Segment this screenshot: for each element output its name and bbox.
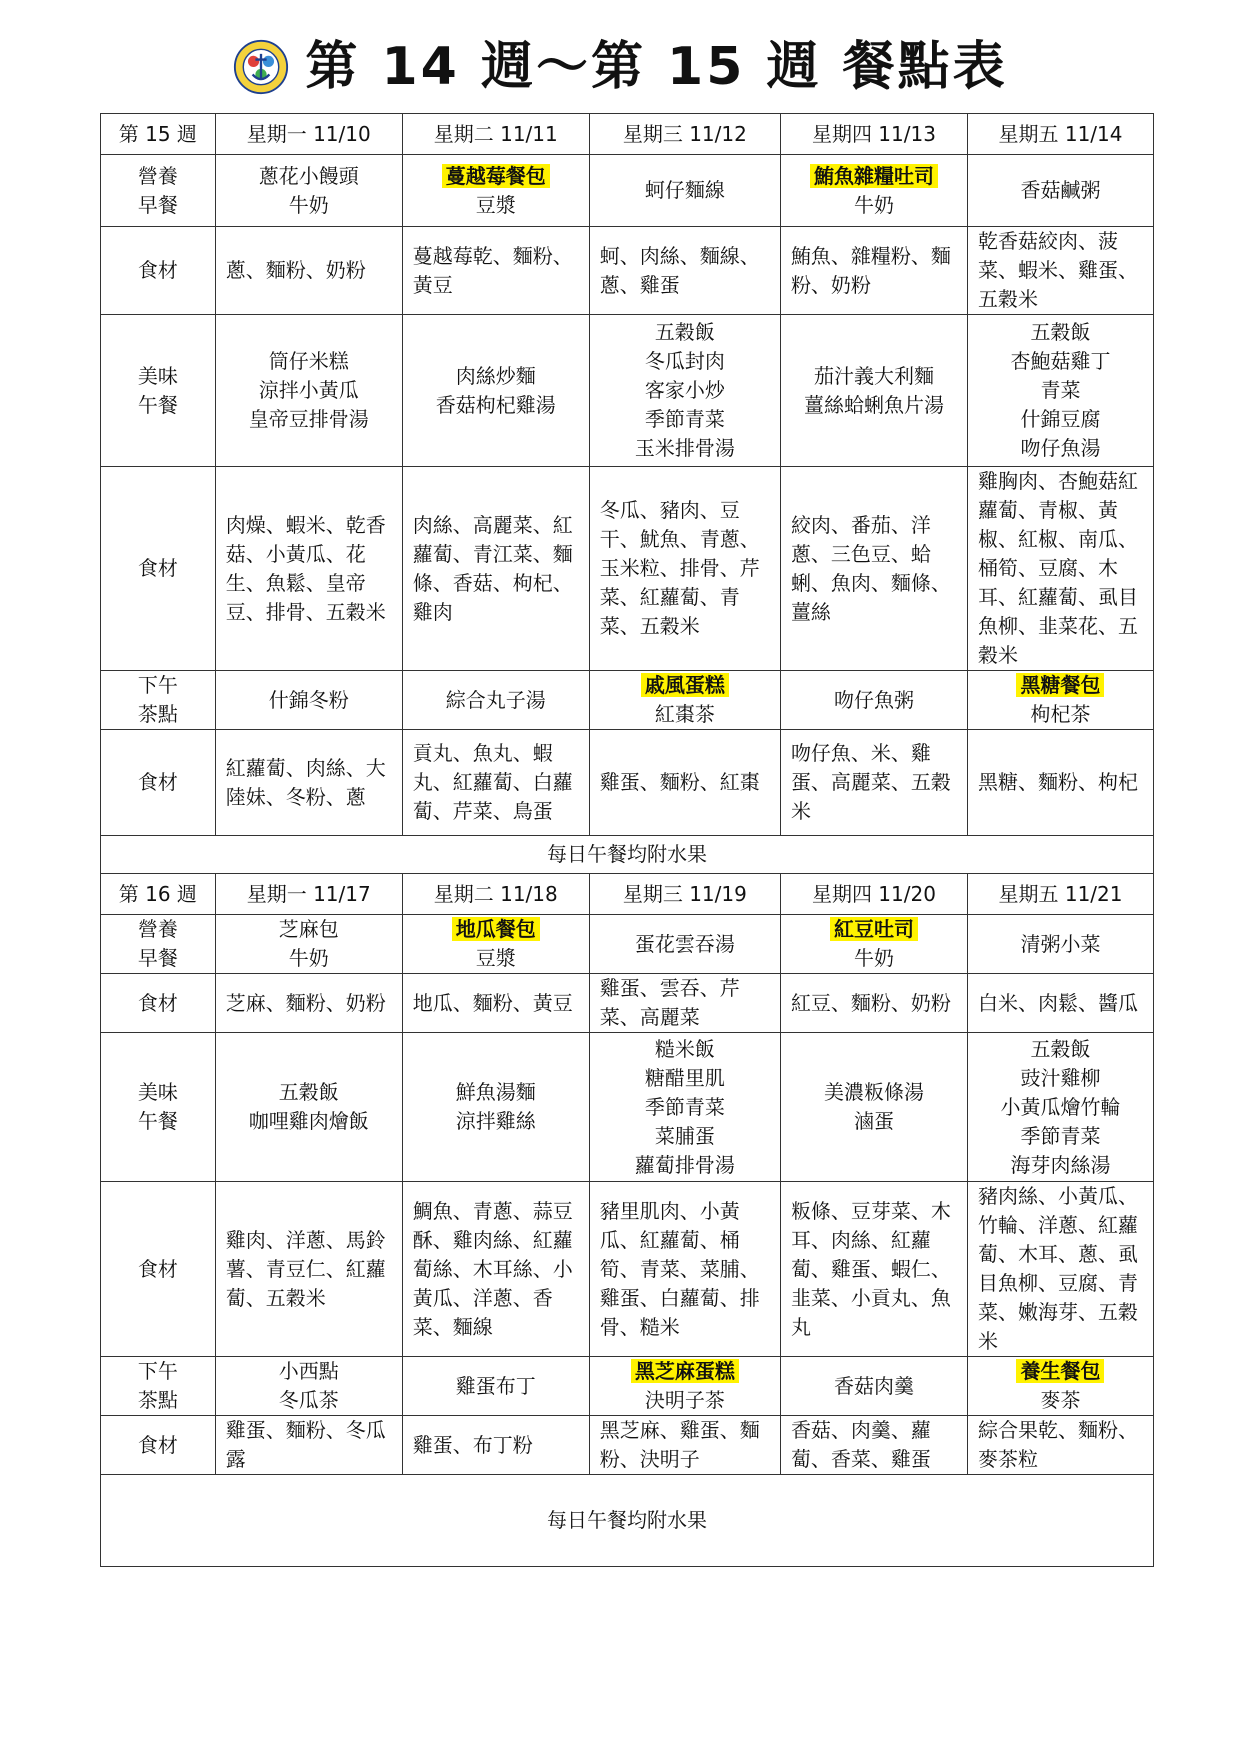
lunch-dish: 海芽肉絲湯 xyxy=(1010,1152,1111,1177)
lunch-row-label xyxy=(101,315,216,467)
meal-text: 綜合丸子湯 xyxy=(445,687,546,712)
meal-text: 什錦冬粉 xyxy=(268,687,349,712)
meal-drink xyxy=(976,1386,1145,1415)
meal-cell xyxy=(589,155,780,227)
meal-item xyxy=(976,176,1145,205)
ingredients-cell: 雞胸肉、杏鮑菇紅蘿蔔、青椒、黃椒、紅椒、南瓜、桶筍、豆腐、木耳、紅蘿蔔、虱目魚柳、韭菜花、五穀米 xyxy=(967,467,1153,671)
lunch-cell xyxy=(967,315,1153,467)
ingredients-cell: 豬肉絲、小黃瓜、竹輪、洋蔥、紅蘿蔔、木耳、蔥、虱目魚柳、豆腐、青菜、嫩海芽、五穀米 xyxy=(967,1182,1153,1357)
lunch-dish: 季節青菜 xyxy=(644,1094,725,1119)
meal-text: 枸杞茶 xyxy=(1030,702,1091,726)
ingredients-label: 食材 xyxy=(101,227,216,315)
meal-text: 麥茶 xyxy=(1040,1388,1081,1412)
fruit-note-row xyxy=(101,836,1154,874)
row-label-line: 營養 xyxy=(137,917,178,941)
lunch-dish: 季節青菜 xyxy=(1020,1123,1101,1148)
ingredients-cell: 地瓜、麵粉、黃豆 xyxy=(402,974,589,1033)
lunch-dish: 什錦豆腐 xyxy=(1020,407,1101,431)
day-header: 星期一 11/10 xyxy=(215,114,402,155)
snack-row-label xyxy=(101,671,216,730)
ingredients-cell: 吻仔魚、米、雞蛋、高麗菜、五穀米 xyxy=(780,730,967,836)
ingredients-label: 食材 xyxy=(101,1182,216,1357)
day-header: 星期二 11/11 xyxy=(402,114,589,155)
lunch-dish: 肉絲炒麵 xyxy=(455,363,536,388)
meal-item xyxy=(224,915,394,944)
snack-row xyxy=(101,1357,1154,1416)
meal-text: 雞蛋布丁 xyxy=(455,1373,536,1398)
week-header-row xyxy=(101,874,1154,915)
lunch-dish: 涼拌雞絲 xyxy=(455,1109,536,1133)
meal-item xyxy=(411,1372,581,1401)
meal-item xyxy=(224,686,394,715)
meal-item xyxy=(598,1357,772,1386)
meal-cell xyxy=(402,1357,589,1416)
meal-text: 清粥小菜 xyxy=(1020,931,1101,956)
ingredients-label: 食材 xyxy=(101,730,216,836)
row-label-line: 美味 xyxy=(137,363,178,388)
row-label-line: 下午 xyxy=(137,673,178,697)
breakfast-row-label xyxy=(101,915,216,974)
ingredients-cell: 絞肉、番茄、洋蔥、三色豆、蛤蜊、魚肉、麵條、薑絲 xyxy=(780,467,967,671)
row-label-line: 午餐 xyxy=(137,392,178,417)
meal-drink xyxy=(411,191,581,220)
meal-text: 豆漿 xyxy=(475,192,516,217)
breakfast-ingredients-row xyxy=(101,227,1154,315)
ingredients-cell: 綜合果乾、麵粉、麥茶粒 xyxy=(967,1416,1153,1475)
ingredients-cell: 芝麻、麵粉、奶粉 xyxy=(215,974,402,1033)
lunch-dish: 五穀飯 xyxy=(1030,1036,1091,1061)
ingredients-cell: 香菇、肉羹、蘿蔔、香菜、雞蛋 xyxy=(780,1416,967,1475)
snack-row-label xyxy=(101,1357,216,1416)
meal-cell xyxy=(780,1357,967,1416)
breakfast-row xyxy=(101,915,1154,974)
meal-item xyxy=(789,915,959,944)
meal-text: 蔓越莓餐包 xyxy=(442,164,550,188)
row-label-line: 早餐 xyxy=(137,946,178,970)
meal-item xyxy=(976,671,1145,700)
meal-drink xyxy=(224,191,394,220)
day-header: 星期三 11/12 xyxy=(589,114,780,155)
lunch-dish: 青菜 xyxy=(1040,378,1081,402)
meal-drink xyxy=(976,700,1145,729)
lunch-cell xyxy=(215,315,402,467)
fruit-note: 每日午餐均附水果 xyxy=(101,836,1154,874)
row-label-line: 美味 xyxy=(137,1080,178,1104)
meal-drink xyxy=(224,1386,394,1415)
lunch-row xyxy=(101,315,1154,467)
ingredients-label: 食材 xyxy=(101,974,216,1033)
meal-item xyxy=(976,1357,1145,1386)
lunch-dish: 滷蛋 xyxy=(853,1109,894,1133)
ingredients-cell: 鯛魚、青蔥、蒜豆酥、雞肉絲、紅蘿蔔絲、木耳絲、小黃瓜、洋蔥、香菜、麵線 xyxy=(402,1182,589,1357)
page-header xyxy=(0,18,1241,116)
ingredients-cell: 豬里肌肉、小黃瓜、紅蘿蔔、桶筍、青菜、菜脯、雞蛋、白蘿蔔、排骨、糙米 xyxy=(589,1182,780,1357)
meal-text: 黑糖餐包 xyxy=(1016,673,1104,697)
meal-item xyxy=(789,1372,959,1401)
lunch-dish: 筒仔米糕 xyxy=(268,349,349,373)
lunch-dish: 鮮魚湯麵 xyxy=(455,1080,536,1104)
ingredients-cell: 雞蛋、麵粉、紅棗 xyxy=(589,730,780,836)
lunch-dish: 季節青菜 xyxy=(644,407,725,431)
day-header: 星期四 11/13 xyxy=(780,114,967,155)
meal-cell xyxy=(780,671,967,730)
meal-text: 決明子茶 xyxy=(644,1388,725,1412)
lunch-cell xyxy=(215,1033,402,1182)
day-header: 星期五 11/21 xyxy=(967,874,1153,915)
page-title: 第 14 週～第 15 週 餐點表 xyxy=(305,37,1008,97)
breakfast-row-label xyxy=(101,155,216,227)
ingredients-cell: 蔓越莓乾、麵粉、黃豆 xyxy=(402,227,589,315)
ingredients-cell: 貢丸、魚丸、蝦丸、紅蘿蔔、白蘿蔔、芹菜、鳥蛋 xyxy=(402,730,589,836)
lunch-dish: 五穀飯 xyxy=(1030,320,1091,344)
ingredients-cell: 黑芝麻、雞蛋、麵粉、決明子 xyxy=(589,1416,780,1475)
lunch-dish: 薑絲蛤蜊魚片湯 xyxy=(803,392,944,417)
meal-cell xyxy=(780,155,967,227)
snack-ingredients-row xyxy=(101,730,1154,836)
ingredients-cell: 肉燥、蝦米、乾香菇、小黃瓜、花生、魚鬆、皇帝豆、排骨、五穀米 xyxy=(215,467,402,671)
meal-text: 豆漿 xyxy=(475,946,516,970)
meal-item xyxy=(598,930,772,959)
ingredients-cell: 鮪魚、雜糧粉、麵粉、奶粉 xyxy=(780,227,967,315)
meal-text: 牛奶 xyxy=(853,946,894,970)
ingredients-cell: 肉絲、高麗菜、紅蘿蔔、青江菜、麵條、香菇、枸杞、雞肉 xyxy=(402,467,589,671)
ingredients-cell: 蔥、麵粉、奶粉 xyxy=(215,227,402,315)
lunch-row xyxy=(101,1033,1154,1182)
ingredients-cell: 粄條、豆芽菜、木耳、肉絲、紅蘿蔔、雞蛋、蝦仁、韭菜、小貢丸、魚丸 xyxy=(780,1182,967,1357)
meal-drink xyxy=(598,1386,772,1415)
lunch-dish: 五穀飯 xyxy=(654,320,715,344)
ingredients-cell: 雞肉、洋蔥、馬鈴薯、青豆仁、紅蘿蔔、五穀米 xyxy=(215,1182,402,1357)
meal-cell xyxy=(780,915,967,974)
ingredients-cell: 黑糖、麵粉、枸杞 xyxy=(967,730,1153,836)
meal-drink xyxy=(789,191,959,220)
row-label-line: 下午 xyxy=(137,1359,178,1383)
meal-text: 紅棗茶 xyxy=(654,702,715,726)
meal-text: 牛奶 xyxy=(853,192,894,217)
meal-item xyxy=(976,930,1145,959)
row-label-line: 午餐 xyxy=(137,1109,178,1133)
meal-text: 蚵仔麵線 xyxy=(644,178,725,202)
lunch-cell xyxy=(589,315,780,467)
lunch-dish: 香菇枸杞雞湯 xyxy=(435,392,556,417)
row-label-line: 茶點 xyxy=(137,1388,178,1412)
breakfast-row xyxy=(101,155,1154,227)
ingredients-cell: 雞蛋、雲吞、芹菜、高麗菜 xyxy=(589,974,780,1033)
meal-cell xyxy=(967,915,1153,974)
ingredients-cell: 雞蛋、布丁粉 xyxy=(402,1416,589,1475)
meal-item xyxy=(598,176,772,205)
meal-cell xyxy=(402,671,589,730)
lunch-dish: 杏鮑菇雞丁 xyxy=(1010,349,1111,373)
lunch-dish: 涼拌小黃瓜 xyxy=(258,378,359,402)
meal-cell xyxy=(967,1357,1153,1416)
meal-text: 養生餐包 xyxy=(1016,1359,1104,1383)
lunch-dish: 美濃粄條湯 xyxy=(823,1080,924,1104)
row-label-line: 營養 xyxy=(137,163,178,188)
meal-text: 冬瓜茶 xyxy=(278,1388,339,1412)
meal-text: 牛奶 xyxy=(288,192,329,217)
ingredients-cell: 紅豆、麵粉、奶粉 xyxy=(780,974,967,1033)
meal-text: 戚風蛋糕 xyxy=(641,673,729,697)
meal-cell xyxy=(589,915,780,974)
ingredients-label: 食材 xyxy=(101,467,216,671)
week-label: 第 15 週 xyxy=(101,114,216,155)
lunch-cell xyxy=(780,315,967,467)
lunch-dish: 吻仔魚湯 xyxy=(1020,436,1101,460)
meal-item xyxy=(411,686,581,715)
meal-cell xyxy=(967,671,1153,730)
meal-text: 地瓜餐包 xyxy=(452,917,540,941)
breakfast-ingredients-row xyxy=(101,974,1154,1033)
lunch-dish: 客家小炒 xyxy=(644,378,725,402)
meal-item xyxy=(411,915,581,944)
ingredients-cell: 乾香菇絞肉、菠菜、蝦米、雞蛋、五穀米 xyxy=(967,227,1153,315)
week-label: 第 16 週 xyxy=(101,874,216,915)
day-header: 星期五 11/14 xyxy=(967,114,1153,155)
day-header: 星期一 11/17 xyxy=(215,874,402,915)
meal-drink xyxy=(411,944,581,973)
lunch-dish: 豉汁雞柳 xyxy=(1020,1065,1101,1090)
lunch-dish: 糖醋里肌 xyxy=(644,1065,725,1090)
ingredients-cell: 紅蘿蔔、肉絲、大陸妹、冬粉、蔥 xyxy=(215,730,402,836)
meal-cell xyxy=(967,155,1153,227)
ingredients-cell: 白米、肉鬆、醬瓜 xyxy=(967,974,1153,1033)
fruit-note-row xyxy=(101,1475,1154,1567)
ingredients-cell: 雞蛋、麵粉、冬瓜露 xyxy=(215,1416,402,1475)
meal-cell xyxy=(402,915,589,974)
lunch-dish: 蘿蔔排骨湯 xyxy=(634,1152,735,1177)
lunch-dish: 茄汁義大利麵 xyxy=(813,363,934,388)
meal-cell xyxy=(589,1357,780,1416)
lunch-ingredients-row xyxy=(101,467,1154,671)
ingredients-cell: 蚵、肉絲、麵線、蔥、雞蛋 xyxy=(589,227,780,315)
lunch-dish: 小黃瓜燴竹輪 xyxy=(1000,1094,1121,1119)
lunch-dish: 糙米飯 xyxy=(654,1036,715,1061)
snack-ingredients-row xyxy=(101,1416,1154,1475)
meal-cell xyxy=(215,671,402,730)
lunch-dish: 冬瓜封肉 xyxy=(644,349,725,373)
lunch-ingredients-row xyxy=(101,1182,1154,1357)
meal-drink xyxy=(224,944,394,973)
day-header: 星期二 11/18 xyxy=(402,874,589,915)
meal-drink xyxy=(598,700,772,729)
ingredients-cell: 冬瓜、豬肉、豆干、魷魚、青蔥、玉米粒、排骨、芹菜、紅蘿蔔、青菜、五穀米 xyxy=(589,467,780,671)
meal-text: 香菇肉羹 xyxy=(833,1373,914,1398)
meal-text: 鮪魚雜糧吐司 xyxy=(810,164,938,188)
meal-item xyxy=(411,162,581,191)
meal-text: 蔥花小饅頭 xyxy=(258,163,359,188)
lunch-dish: 玉米排骨湯 xyxy=(634,436,735,460)
lunch-dish: 咖哩雞肉燴飯 xyxy=(248,1109,369,1133)
meal-item xyxy=(224,1357,394,1386)
lunch-cell xyxy=(967,1033,1153,1182)
meal-text: 小西點 xyxy=(278,1359,339,1383)
meal-text: 吻仔魚粥 xyxy=(833,687,914,712)
lunch-cell xyxy=(402,315,589,467)
meal-item xyxy=(789,686,959,715)
lunch-cell xyxy=(402,1033,589,1182)
meal-text: 黑芝麻蛋糕 xyxy=(631,1359,739,1383)
lunch-dish: 皇帝豆排骨湯 xyxy=(248,407,369,431)
week-header-row xyxy=(101,114,1154,155)
day-header: 星期四 11/20 xyxy=(780,874,967,915)
meal-text: 香菇鹹粥 xyxy=(1020,178,1101,202)
meal-cell xyxy=(215,1357,402,1416)
anchor-emblem-icon xyxy=(233,39,289,95)
ingredients-label: 食材 xyxy=(101,1416,216,1475)
row-label-line: 早餐 xyxy=(137,192,178,217)
meal-text: 紅豆吐司 xyxy=(830,917,918,941)
meal-text: 牛奶 xyxy=(288,946,329,970)
meal-cell xyxy=(402,155,589,227)
meal-item xyxy=(598,671,772,700)
meal-cell xyxy=(589,671,780,730)
lunch-cell xyxy=(589,1033,780,1182)
meal-text: 蛋花雲吞湯 xyxy=(634,931,735,956)
meal-item xyxy=(224,162,394,191)
row-label-line: 茶點 xyxy=(137,702,178,726)
meal-drink xyxy=(789,944,959,973)
lunch-cell xyxy=(780,1033,967,1182)
fruit-note: 每日午餐均附水果 xyxy=(101,1475,1154,1567)
meal-cell xyxy=(215,155,402,227)
meal-item xyxy=(789,162,959,191)
snack-row xyxy=(101,671,1154,730)
meal-schedule-table xyxy=(100,113,1154,1567)
meal-text: 芝麻包 xyxy=(278,917,339,941)
day-header: 星期三 11/19 xyxy=(589,874,780,915)
lunch-dish: 菜脯蛋 xyxy=(654,1123,715,1148)
lunch-row-label xyxy=(101,1033,216,1182)
meal-cell xyxy=(215,915,402,974)
lunch-dish: 五穀飯 xyxy=(278,1080,339,1104)
